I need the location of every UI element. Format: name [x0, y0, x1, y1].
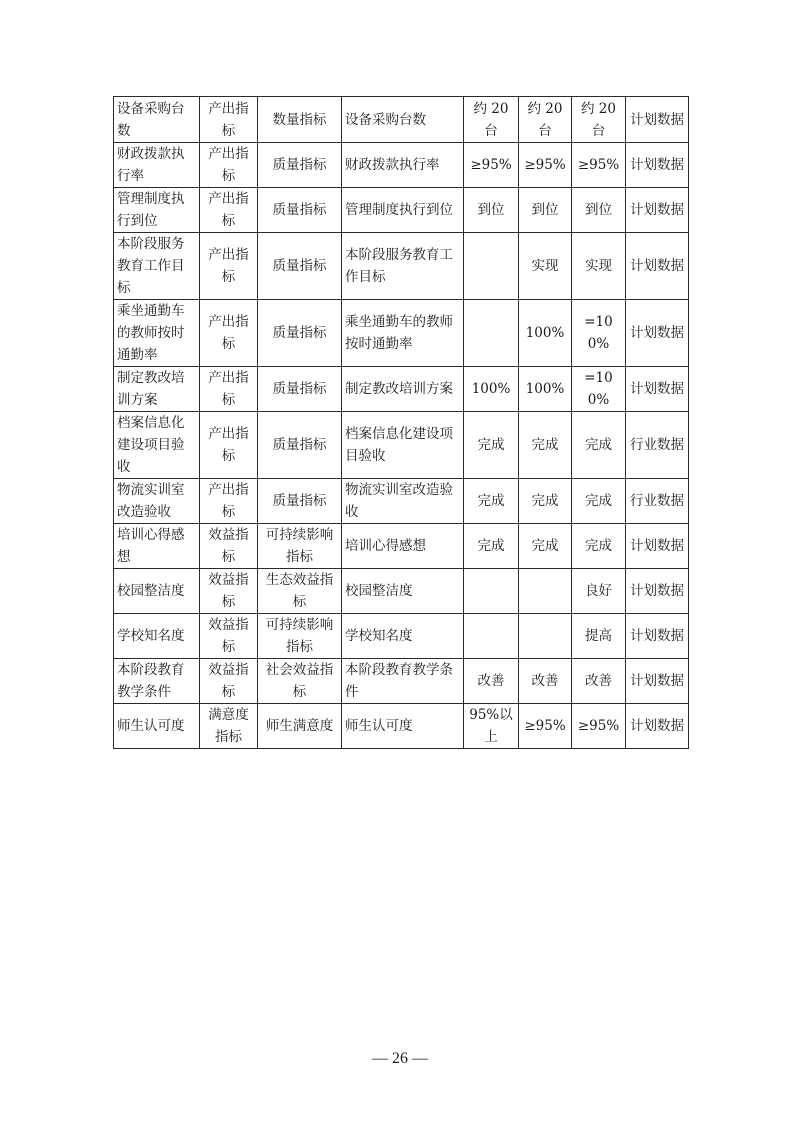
indicator-table	[113, 96, 689, 749]
level2-indicator-cell: 社会效益指标	[258, 659, 342, 704]
target-value-1-cell: 到位	[464, 188, 519, 233]
target-value-2-cell: 完成	[519, 412, 572, 479]
target-value-1-cell: 完成	[464, 412, 519, 479]
level1-indicator-cell: 产出指标	[200, 97, 258, 143]
data-source-cell: 计划数据	[626, 367, 689, 412]
data-source-cell: 计划数据	[626, 614, 689, 659]
indicator-name-cell: 本阶段服务教育工作目标	[114, 233, 200, 300]
data-source-cell: 计划数据	[626, 524, 689, 569]
table-row	[114, 524, 689, 569]
indicator-name-cell: 制定教改培训方案	[114, 367, 200, 412]
data-source-cell: 计划数据	[626, 188, 689, 233]
target-value-2-cell: ≥95%	[519, 704, 572, 749]
level1-indicator-cell: 效益指标	[200, 569, 258, 614]
target-value-1-cell: 约 20台	[464, 97, 519, 143]
level1-indicator-cell: 产出指标	[200, 412, 258, 479]
target-value-2-cell: 约 20台	[519, 97, 572, 143]
indicator-name-cell: 档案信息化建设项目验收	[114, 412, 200, 479]
indicator-name-cell: 管理制度执行到位	[114, 188, 200, 233]
target-value-1-cell: 完成	[464, 479, 519, 524]
target-value-3-cell: 完成	[572, 524, 626, 569]
target-value-1-cell: 改善	[464, 659, 519, 704]
target-value-3-cell: =100%	[572, 300, 626, 367]
target-value-3-cell: 约 20台	[572, 97, 626, 143]
data-source-cell: 计划数据	[626, 233, 689, 300]
table-row	[114, 233, 689, 300]
level2-indicator-cell: 质量指标	[258, 412, 342, 479]
level1-indicator-cell: 效益指标	[200, 524, 258, 569]
table-row	[114, 659, 689, 704]
target-value-2-cell: 到位	[519, 188, 572, 233]
level2-indicator-cell: 师生满意度	[258, 704, 342, 749]
indicator-detail-cell: 本阶段教育教学条件	[342, 659, 464, 704]
target-value-3-cell: 实现	[572, 233, 626, 300]
target-value-1-cell	[464, 614, 519, 659]
level2-indicator-cell: 质量指标	[258, 300, 342, 367]
level1-indicator-cell: 满意度指标	[200, 704, 258, 749]
indicator-name-cell: 校园整洁度	[114, 569, 200, 614]
table-body	[114, 97, 689, 749]
table-row	[114, 569, 689, 614]
target-value-2-cell: 完成	[519, 479, 572, 524]
indicator-detail-cell: 财政拨款执行率	[342, 143, 464, 188]
target-value-1-cell: 完成	[464, 524, 519, 569]
level1-indicator-cell: 产出指标	[200, 143, 258, 188]
level2-indicator-cell: 可持续影响指标	[258, 614, 342, 659]
target-value-1-cell: 100%	[464, 367, 519, 412]
level2-indicator-cell: 可持续影响指标	[258, 524, 342, 569]
target-value-3-cell: 到位	[572, 188, 626, 233]
indicator-name-cell: 物流实训室改造验收	[114, 479, 200, 524]
level1-indicator-cell: 产出指标	[200, 188, 258, 233]
data-source-cell: 计划数据	[626, 704, 689, 749]
indicator-name-cell: 培训心得感想	[114, 524, 200, 569]
level2-indicator-cell: 质量指标	[258, 143, 342, 188]
level2-indicator-cell: 质量指标	[258, 367, 342, 412]
target-value-3-cell: 良好	[572, 569, 626, 614]
table-row	[114, 143, 689, 188]
target-value-1-cell	[464, 233, 519, 300]
table-row	[114, 188, 689, 233]
table-row	[114, 704, 689, 749]
target-value-3-cell: 提高	[572, 614, 626, 659]
target-value-2-cell: ≥95%	[519, 143, 572, 188]
data-source-cell: 计划数据	[626, 659, 689, 704]
data-source-cell: 计划数据	[626, 97, 689, 143]
data-source-cell: 计划数据	[626, 569, 689, 614]
table-row	[114, 479, 689, 524]
indicator-detail-cell: 培训心得感想	[342, 524, 464, 569]
target-value-2-cell: 完成	[519, 524, 572, 569]
table-row	[114, 97, 689, 143]
data-source-cell: 计划数据	[626, 143, 689, 188]
indicator-detail-cell: 物流实训室改造验收	[342, 479, 464, 524]
indicator-name-cell: 设备采购台数	[114, 97, 200, 143]
indicator-detail-cell: 校园整洁度	[342, 569, 464, 614]
indicator-name-cell: 师生认可度	[114, 704, 200, 749]
indicator-detail-cell: 管理制度执行到位	[342, 188, 464, 233]
target-value-2-cell	[519, 614, 572, 659]
indicator-detail-cell: 学校知名度	[342, 614, 464, 659]
indicator-detail-cell: 档案信息化建设项目验收	[342, 412, 464, 479]
table-row	[114, 614, 689, 659]
target-value-2-cell: 改善	[519, 659, 572, 704]
level1-indicator-cell: 产出指标	[200, 233, 258, 300]
indicator-detail-cell: 师生认可度	[342, 704, 464, 749]
target-value-3-cell: 改善	[572, 659, 626, 704]
level1-indicator-cell: 产出指标	[200, 367, 258, 412]
target-value-3-cell: 完成	[572, 412, 626, 479]
table-row	[114, 300, 689, 367]
level2-indicator-cell: 质量指标	[258, 479, 342, 524]
data-source-cell: 行业数据	[626, 479, 689, 524]
level2-indicator-cell: 质量指标	[258, 233, 342, 300]
target-value-3-cell: =100%	[572, 367, 626, 412]
level2-indicator-cell: 生态效益指标	[258, 569, 342, 614]
level1-indicator-cell: 产出指标	[200, 300, 258, 367]
table-row	[114, 412, 689, 479]
level1-indicator-cell: 效益指标	[200, 659, 258, 704]
table-row	[114, 367, 689, 412]
indicator-name-cell: 财政拨款执行率	[114, 143, 200, 188]
indicator-name-cell: 本阶段教育教学条件	[114, 659, 200, 704]
target-value-3-cell: 完成	[572, 479, 626, 524]
level2-indicator-cell: 质量指标	[258, 188, 342, 233]
indicator-detail-cell: 本阶段服务教育工作目标	[342, 233, 464, 300]
level1-indicator-cell: 产出指标	[200, 479, 258, 524]
target-value-1-cell: ≥95%	[464, 143, 519, 188]
data-source-cell: 计划数据	[626, 300, 689, 367]
indicator-detail-cell: 制定教改培训方案	[342, 367, 464, 412]
target-value-3-cell: ≥95%	[572, 143, 626, 188]
target-value-2-cell: 100%	[519, 300, 572, 367]
target-value-2-cell: 100%	[519, 367, 572, 412]
indicator-name-cell: 乘坐通勤车的教师按时通勤率	[114, 300, 200, 367]
indicator-detail-cell: 乘坐通勤车的教师按时通勤率	[342, 300, 464, 367]
target-value-1-cell: 95%以上	[464, 704, 519, 749]
target-value-1-cell	[464, 300, 519, 367]
target-value-3-cell: ≥95%	[572, 704, 626, 749]
indicator-detail-cell: 设备采购台数	[342, 97, 464, 143]
target-value-1-cell	[464, 569, 519, 614]
page-number: — 26 —	[372, 1050, 428, 1067]
data-source-cell: 行业数据	[626, 412, 689, 479]
target-value-2-cell: 实现	[519, 233, 572, 300]
level2-indicator-cell: 数量指标	[258, 97, 342, 143]
level1-indicator-cell: 效益指标	[200, 614, 258, 659]
target-value-2-cell	[519, 569, 572, 614]
indicator-name-cell: 学校知名度	[114, 614, 200, 659]
